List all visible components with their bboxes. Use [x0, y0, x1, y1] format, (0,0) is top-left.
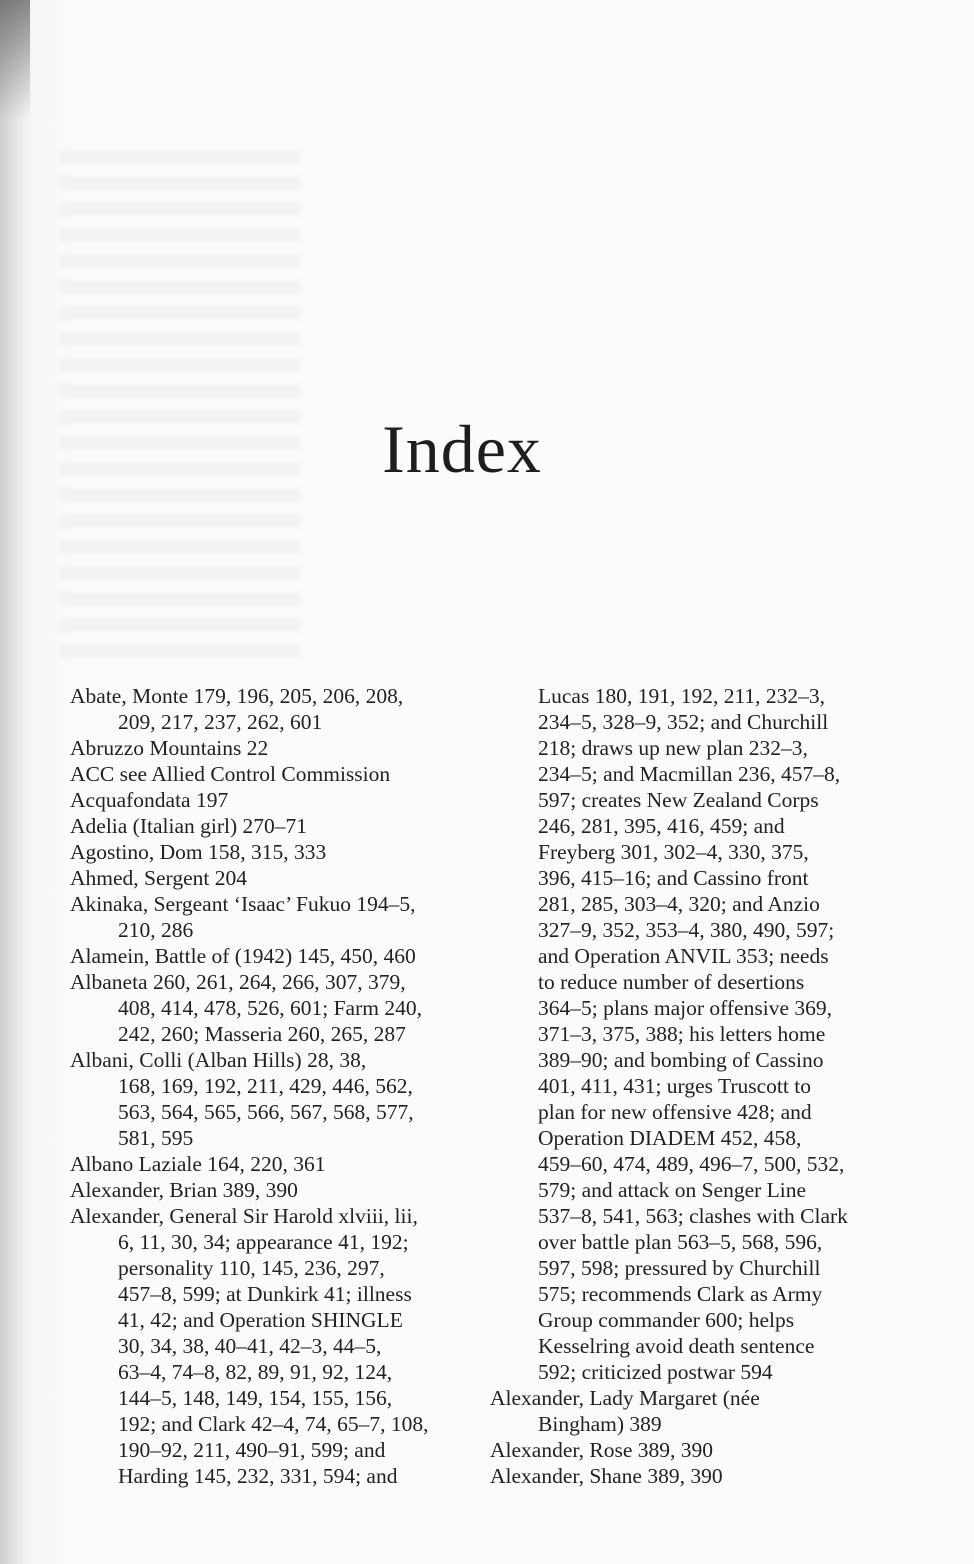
index-entry-continuation: 210, 286 [118, 918, 194, 942]
page-title: Index [382, 411, 542, 487]
index-entry-continuation: 144–5, 148, 149, 154, 155, 156, [118, 1386, 393, 1410]
index-entry-continuation: 242, 260; Masseria 260, 265, 287 [118, 1022, 406, 1046]
index-entry-continuation: 408, 414, 478, 526, 601; Farm 240, [118, 996, 422, 1020]
index-entry-continuation: 371–3, 375, 388; his letters home [538, 1022, 826, 1046]
index-entry-continuation: and Operation ANVIL 353; needs [538, 944, 829, 968]
index-entry-continuation: 396, 415–16; and Cassino front [538, 866, 809, 890]
index-entry-continuation: 389–90; and bombing of Cassino [538, 1048, 824, 1072]
page-corner-shadow [0, 0, 30, 120]
index-entry-continuation: 401, 411, 431; urges Truscott to [538, 1074, 811, 1098]
index-entry: Adelia (Italian girl) 270–71 [70, 814, 308, 838]
index-entry-continuation: 218; draws up new plan 232–3, [538, 736, 808, 760]
index-entry: ACC see Allied Control Commission [70, 762, 391, 786]
index-entry: Akinaka, Sergeant ‘Isaac’ Fukuo 194–5, [70, 892, 416, 916]
index-entry-continuation: 63–4, 74–8, 82, 89, 91, 92, 124, [118, 1360, 393, 1384]
index-entry: Abate, Monte 179, 196, 205, 206, 208, [70, 684, 404, 708]
index-entry-continuation: 327–9, 352, 353–4, 380, 490, 597; [538, 918, 835, 942]
index-entry: Alexander, General Sir Harold xlviii, lii, [70, 1204, 418, 1228]
index-entry-continuation: 364–5; plans major offensive 369, [538, 996, 832, 1020]
page-edge-shadow [0, 0, 70, 1564]
index-entry-continuation: 209, 217, 237, 262, 601 [118, 710, 323, 734]
index-entry-continuation: 457–8, 599; at Dunkirk 41; illness [118, 1282, 412, 1306]
index-entry: Acquafondata 197 [70, 788, 229, 812]
index-entry-continuation: 6, 11, 30, 34; appearance 41, 192; [118, 1230, 409, 1254]
index-entry-continuation: personality 110, 145, 236, 297, [118, 1256, 385, 1280]
index-entry-continuation: 192; and Clark 42–4, 74, 65–7, 108, [118, 1412, 429, 1436]
index-entry-continuation: 563, 564, 565, 566, 567, 568, 577, [118, 1100, 414, 1124]
index-column-right [490, 683, 910, 1489]
index-entry-continuation: 234–5, 328–9, 352; and Churchill [538, 710, 829, 734]
index-entry: Ahmed, Sergent 204 [70, 866, 247, 890]
index-entry-continuation: Harding 145, 232, 331, 594; and [118, 1464, 398, 1488]
index-entry-continuation: 190–92, 211, 490–91, 599; and [118, 1438, 386, 1462]
index-entry: Agostino, Dom 158, 315, 333 [70, 840, 327, 864]
index-entry: Albani, Colli (Alban Hills) 28, 38, [70, 1048, 367, 1072]
index-entry-continuation: Kesselring avoid death sentence [538, 1334, 815, 1358]
index-entry: Alexander, Shane 389, 390 [490, 1464, 723, 1488]
index-entry-continuation: 579; and attack on Senger Line [538, 1178, 807, 1202]
index-entry: Alexander, Rose 389, 390 [490, 1438, 714, 1462]
index-entry-continuation: over battle plan 563–5, 568, 596, [538, 1230, 823, 1254]
index-entry-continuation: Bingham) 389 [538, 1412, 662, 1436]
index-entry-continuation: 592; criticized postwar 594 [538, 1360, 773, 1384]
index-entry-continuation: plan for new offensive 428; and [538, 1100, 812, 1124]
index-entry-continuation: 581, 595 [118, 1126, 194, 1150]
index-entry-continuation: to reduce number of desertions [538, 970, 805, 994]
index-entry-continuation: 575; recommends Clark as Army [538, 1282, 823, 1306]
index-entry-continuation: 597, 598; pressured by Churchill [538, 1256, 821, 1280]
index-entry-continuation: 41, 42; and Operation SHINGLE [118, 1308, 403, 1332]
index-entry: Albaneta 260, 261, 264, 266, 307, 379, [70, 970, 406, 994]
index-entry: Alexander, Lady Margaret (née [490, 1386, 760, 1410]
index-entry-continuation: 281, 285, 303–4, 320; and Anzio [538, 892, 820, 916]
index-entry-continuation: Freyberg 301, 302–4, 330, 375, [538, 840, 809, 864]
index-entry-continuation: 459–60, 474, 489, 496–7, 500, 532, [538, 1152, 845, 1176]
index-entry-continuation: Lucas 180, 191, 192, 211, 232–3, [538, 684, 826, 708]
index-entry: Alamein, Battle of (1942) 145, 450, 460 [70, 944, 416, 968]
index-column-left [70, 683, 470, 1489]
index-entry-continuation: 30, 34, 38, 40–41, 42–3, 44–5, [118, 1334, 382, 1358]
index-entry-continuation: 246, 281, 395, 416, 459; and [538, 814, 785, 838]
index-entry-continuation: Operation DIADEM 452, 458, [538, 1126, 802, 1150]
index-entry: Albano Laziale 164, 220, 361 [70, 1152, 326, 1176]
index-entry: Abruzzo Mountains 22 [70, 736, 269, 760]
index-entry-continuation: Group commander 600; helps [538, 1308, 795, 1332]
index-entry-continuation: 168, 169, 192, 211, 429, 446, 562, [118, 1074, 413, 1098]
index-entry: Alexander, Brian 389, 390 [70, 1178, 298, 1202]
index-entry-continuation: 537–8, 541, 563; clashes with Clark [538, 1204, 848, 1228]
index-entry-continuation: 234–5; and Macmillan 236, 457–8, [538, 762, 841, 786]
index-entry-continuation: 597; creates New Zealand Corps [538, 788, 819, 812]
